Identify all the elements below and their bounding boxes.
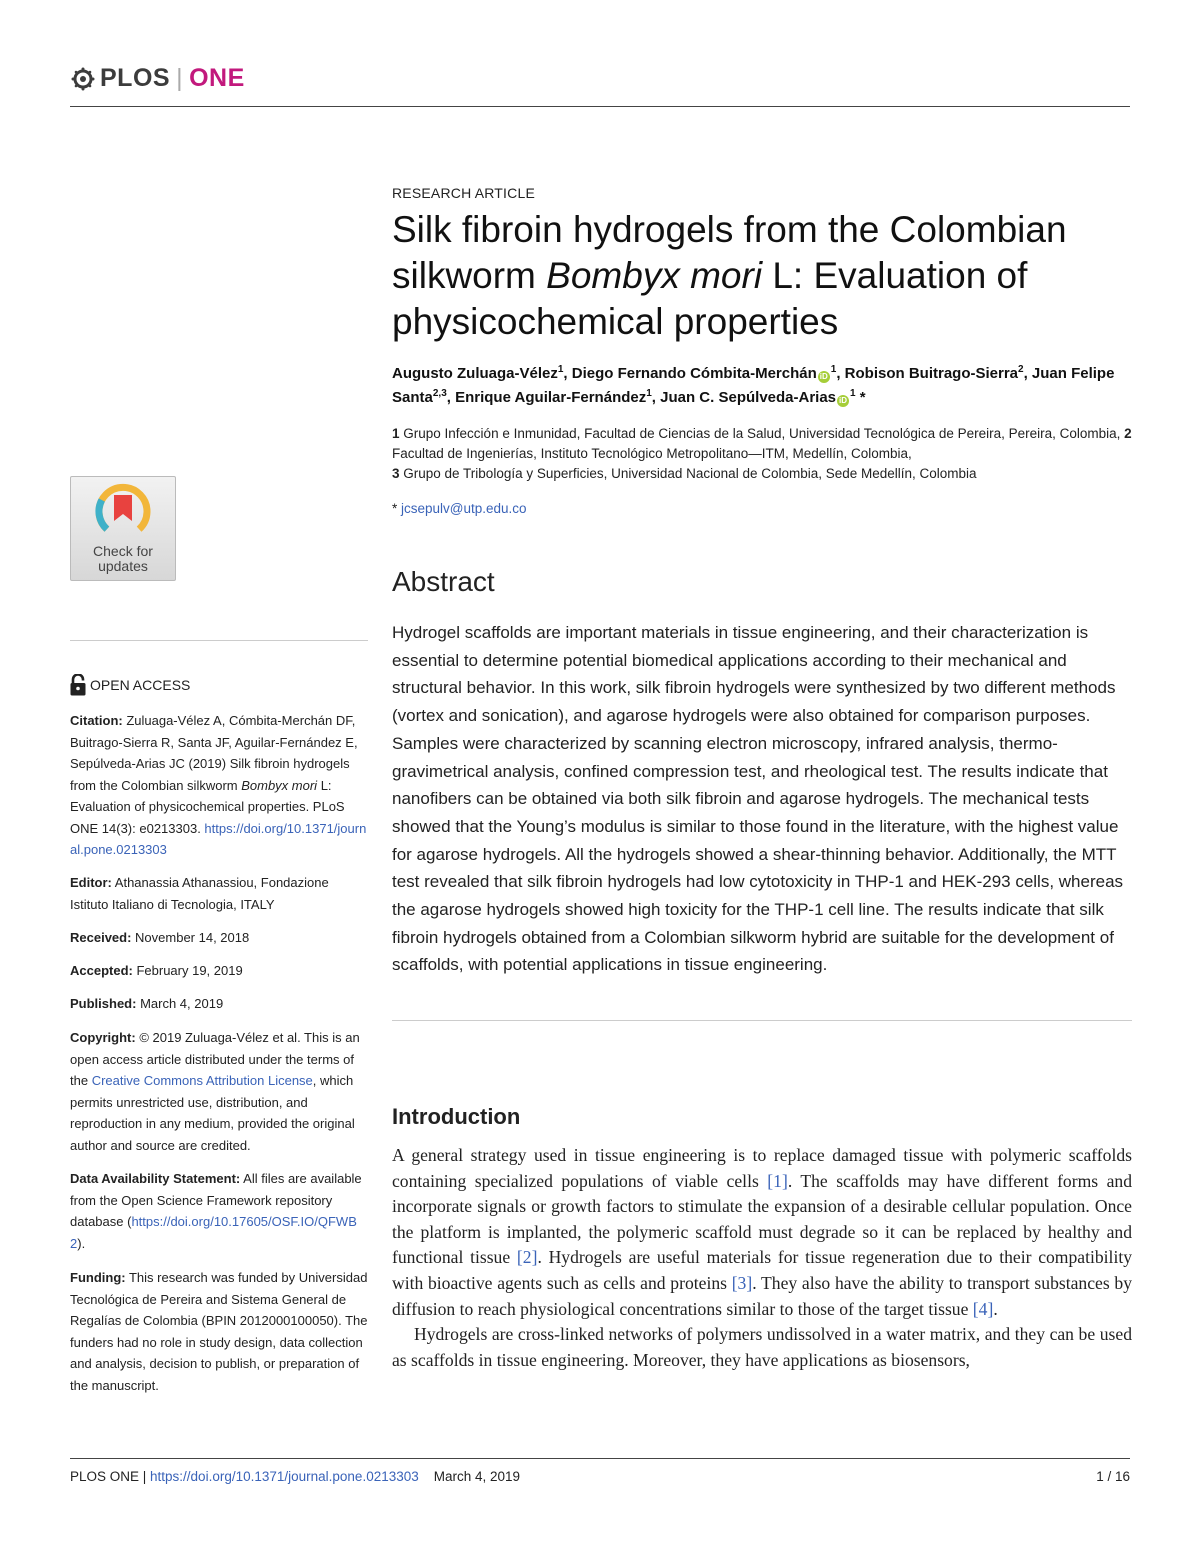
citation-label: Citation: (70, 713, 123, 728)
email-link[interactable]: jcsepulv@utp.edu.co (401, 501, 527, 516)
data-availability-block (70, 1168, 370, 1254)
logo-plos: PLOS (100, 64, 171, 92)
author-2-affil: 1 (830, 364, 837, 375)
funding-label: Funding: (70, 1270, 126, 1285)
orcid-icon[interactable]: iD (819, 372, 828, 381)
intro-p1-text-b: . The scaffolds may have different forms and incorporate signals or growth factors to stimulate the expansion of a desirable cellular population. Once the platform is implanted, the polymeric scaffold must degrade so it can be replaced by healthy and functional tissue (392, 1170, 1132, 1268)
page-number: 1 / 16 (1096, 1469, 1130, 1484)
affil-num-2: 2 (1124, 426, 1132, 441)
author-4-affil: 2,3 (432, 388, 447, 399)
accepted-block (70, 960, 370, 982)
author-3-affil: 2 (1018, 364, 1024, 375)
osf-link[interactable]: https://doi.org/10.17605/OSF.IO/QFWB2 (70, 1214, 357, 1251)
editor-block (70, 872, 370, 915)
citation-doi-link[interactable]: https://doi.org/10.1371/journal.pone.0213303 (70, 820, 367, 857)
citation-species: Bombyx mori (241, 777, 318, 793)
funding-block (70, 1267, 370, 1396)
data-availability-text-2: ). (77, 1235, 86, 1251)
affiliations (392, 424, 1132, 484)
license-link[interactable]: Creative Commons Attribution License (91, 1073, 313, 1088)
corresponding-mark: * (855, 389, 866, 406)
citation-block (70, 710, 370, 861)
logo-separator: | (176, 64, 184, 92)
intro-paragraph-1 (392, 1143, 1132, 1322)
accepted-label: Accepted: (70, 963, 133, 978)
intro-p1-text-c: . Hydrogels are useful materials for tissue regeneration due to their compatibility with bioactive agents such as cells and proteins (392, 1247, 1133, 1293)
affil-num-3: 3 (392, 466, 400, 481)
author-4[interactable]: , Juan Felipe Santa (392, 365, 1115, 406)
page-footer (70, 1469, 1130, 1484)
intro-p1-text-d: . They also have the ability to transport substances by diffusion to reach physiological concentrations similar to those of the target tissue (392, 1272, 1132, 1319)
citation-text-2: L: Evaluation of physicochemical properties. PLoS ONE 14(3): e0213303. (70, 777, 345, 836)
abstract-rule (392, 1020, 1132, 1021)
footer-rule (70, 1458, 1130, 1459)
editor-label: Editor: (70, 875, 112, 890)
copyright-text-1: © 2019 Zuluaga-Vélez et al. This is an open access article distributed under the terms of the (70, 1030, 360, 1088)
check-for-updates-icon (95, 483, 151, 539)
received-block (70, 927, 370, 949)
editor-text: Athanassia Athanassiou, Fondazione Istituto Italiano di Tecnologia, ITALY (70, 875, 329, 912)
published-label: Published: (70, 996, 137, 1011)
intro-p1-text-a: A general strategy used in tissue engineering is to replace damaged tissue with polymeric scaffolds containing specialized populations of viable cells (392, 1145, 1132, 1191)
title-species: Bombyx mori (546, 255, 763, 296)
affil-text-1: Grupo Infección e Inmunidad, Facultad de Ciencias de la Salud, Universidad Tecnológica de Pereira, Pereira, Colombia, (399, 426, 1125, 441)
ref-3-link[interactable]: [3] (731, 1272, 753, 1293)
footer-date: March 4, 2019 (418, 1469, 521, 1484)
check-for-updates-badge[interactable] (70, 476, 176, 581)
abstract-text: Hydrogel scaffolds are important materials in tissue engineering, and their characterization is essential to determine potential biomedical applications according to their mechanical and structural behavior. In this work, silk fibroin hydrogels were synthesized by two different methods (vortex and sonication), and agarose hydrogels were also obtained for comparison purposes. Samples were characterized by scanning electron microscopy, infrared analysis, thermo-gravimetrical analysis, confined compression test, and rheological test. The results indicate that nanofibers can be obtained via both silk fibroin and agarose hydrogels. The mechanical tests showed that the Young’s modulus is similar to those found in the literature, with the highest value for agarose hydrogels. All the hydrogels showed a shear-thinning behavior. Additionally, the MTT test revealed that silk fibroin hydrogels had low cytotoxicity in THP-1 and HEK-293 cells, whereas the agarose hydrogels showed high toxicity for the THP-1 cell line. The results indicate that silk fibroin hydrogels obtained from a Colombian silkworm hybrid are suitable for the development of scaffolds, with potential applications in tissue engineering. (392, 623, 1124, 975)
plos-logo-icon (70, 66, 96, 92)
published-date: March 4, 2019 (136, 996, 224, 1011)
title-part-1: Silk fibroin hydrogels from the Colombian silkworm (392, 209, 1067, 296)
corresponding-author (392, 501, 527, 516)
author-3[interactable]: , Robison Buitrago-Sierra (836, 365, 1019, 382)
author-1[interactable]: Augusto Zuluaga-Vélez (392, 365, 558, 382)
article-type: RESEARCH ARTICLE (392, 185, 535, 201)
introduction-heading: Introduction (392, 1104, 521, 1129)
title-part-2: L: Evaluation of physicochemical properties (392, 255, 1028, 342)
copyright-text-2: , which permits unrestricted use, distribution, and reproduction in any medium, provided the original author and source are credited. (70, 1073, 355, 1153)
copyright-block (70, 1027, 370, 1156)
published-block (70, 993, 370, 1015)
article-title (392, 207, 1132, 345)
ref-2-link[interactable]: [2] (516, 1247, 538, 1268)
footer-journal: PLOS ONE | (70, 1469, 151, 1484)
check-label-2: updates (98, 558, 148, 574)
orcid-icon[interactable]: iD (839, 396, 848, 405)
open-lock-icon (70, 674, 86, 696)
citation-text-1: Zuluaga-Vélez A, Cómbita-Merchán DF, Buitrago-Sierra R, Santa JF, Aguilar-Fernández E, Sepúlveda-Arias JC (2019) Silk fibroin hydrogels from the Colombian silkworm (70, 713, 358, 793)
author-5-affil: 1 (646, 388, 652, 399)
accepted-date: February 19, 2019 (132, 963, 243, 978)
author-2[interactable]: , Diego Fernando Cómbita-Merchán (563, 365, 817, 382)
sidebar-rule (70, 640, 368, 641)
corresponding-star: * (392, 501, 402, 516)
footer-doi-link[interactable]: https://doi.org/10.1371/journal.pone.0213303 (150, 1469, 419, 1484)
affil-num-1: 1 (392, 426, 400, 441)
author-1-affil: 1 (557, 364, 564, 375)
author-6-affil: 1 (850, 388, 856, 399)
abstract-heading: Abstract (392, 566, 495, 597)
open-access-label (70, 674, 190, 696)
data-availability-text-1: All files are available from the Open Science Framework repository database ( (70, 1171, 362, 1229)
copyright-label: Copyright: (70, 1030, 136, 1045)
header-rule (70, 106, 1130, 107)
journal-logo[interactable] (70, 64, 245, 93)
data-availability-label: Data Availability Statement: (70, 1171, 241, 1186)
open-access-text: OPEN ACCESS (90, 677, 191, 693)
author-list (392, 362, 1132, 410)
received-label: Received: (70, 930, 132, 945)
author-6[interactable]: , Juan C. Sepúlveda-Arias (651, 389, 837, 406)
check-label-1: Check for (93, 543, 153, 559)
logo-one: ONE (189, 64, 245, 92)
introduction-body (392, 1143, 1132, 1373)
intro-p1-text-e: . (993, 1298, 998, 1319)
funding-text: This research was funded by Universidad Tecnológica de Pereira and Sistema General de Regalías de Colombia (BPIN 2012000100050). The funders had no role in study design, data collection and analysis, decision to publish, or preparation of the manuscript. (70, 1270, 368, 1393)
author-5[interactable]: , Enrique Aguilar-Fernández (446, 389, 647, 406)
received-date: November 14, 2018 (131, 930, 250, 945)
intro-paragraph-2: Hydrogels are cross-linked networks of polymers undissolved in a water matrix, and they can be used as scaffolds in tissue engineering. Moreover, they have applications as biosensors, (392, 1324, 1132, 1370)
affil-text-2: Facultad de Ingenierías, Instituto Tecnológico Metropolitano—ITM, Medellín, Colombia, (392, 446, 912, 461)
ref-1-link[interactable]: [1] (767, 1170, 788, 1191)
affil-text-3: Grupo de Tribología y Superficies, Universidad Nacional de Colombia, Sede Medellín, Colombia (399, 466, 977, 481)
ref-4-link[interactable]: [4] (972, 1298, 994, 1319)
